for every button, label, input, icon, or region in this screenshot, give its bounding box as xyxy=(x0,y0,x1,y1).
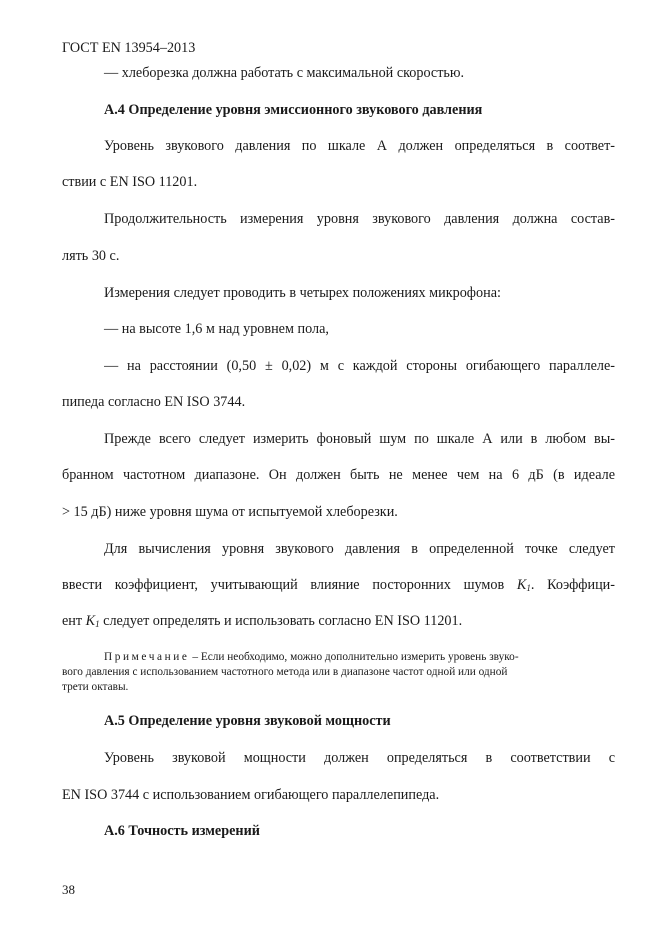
text-run: . Коэффици- xyxy=(530,577,615,593)
paragraph-line xyxy=(62,612,462,630)
list-item-dash: — хлеборезка должна работать с максимальной скоростью. xyxy=(104,65,465,81)
paragraph-line: ствии с EN ISO 11201. xyxy=(62,174,198,190)
paragraph-line: Прежде всего следует измерить фоновый шум по шкале А или в любом вы- xyxy=(104,431,615,447)
k-subscript: 1 xyxy=(95,619,100,629)
paragraph-line: EN ISO 3744 с использованием огибающего параллелепипеда. xyxy=(62,787,440,803)
paragraph-line: Измерения следует проводить в четырех положениях микрофона: xyxy=(104,285,501,301)
text-run: – Если необходимо, можно дополнительно измерить уровень звуко- xyxy=(189,651,519,663)
paragraph-line: Уровень звукового давления по шкале А должен определяться в соответ- xyxy=(104,138,615,154)
paragraph-line: Уровень звуковой мощности должен определяться в соответствии с xyxy=(104,750,615,766)
paragraph-line: > 15 дБ) ниже уровня шума от испытуемой хлеборезки. xyxy=(62,504,398,520)
k1-symbol xyxy=(86,613,100,629)
text-run: следует определять и использовать согласно EN ISO 11201. xyxy=(99,613,463,629)
note-line xyxy=(104,650,519,665)
note-line: вого давления с использованием частотного метода или в диапазоне частот одной или одной xyxy=(62,666,508,678)
paragraph-line: Продолжительность измерения уровня звукового давления должна состав- xyxy=(104,211,615,227)
document-code-header: ГОСТ EN 13954–2013 xyxy=(62,40,196,56)
text-run: ввести коэффициент, учитывающий влияние посторонних шумов xyxy=(62,577,517,593)
section-heading-a6: А.6 Точность измерений xyxy=(104,823,260,839)
k-letter: K xyxy=(85,613,96,629)
k-subscript: 1 xyxy=(526,583,531,593)
page-number: 38 xyxy=(62,882,75,897)
note-label: Примечание xyxy=(104,651,190,663)
paragraph-line: лять 30 с. xyxy=(62,248,120,264)
text-run: ент xyxy=(62,613,86,629)
paragraph-line xyxy=(62,576,615,594)
k-letter: K xyxy=(516,577,527,593)
paragraph-line: Для вычисления уровня звукового давления в определенной точке следует xyxy=(104,541,615,557)
section-heading-a4: А.4 Определение уровня эмиссионного звукового давления xyxy=(104,102,483,118)
paragraph-line: пипеда согласно EN ISO 3744. xyxy=(62,394,246,410)
section-heading-a5: А.5 Определение уровня звуковой мощности xyxy=(104,713,391,729)
list-item-dash: — на расстоянии (0,50 ± 0,02) м с каждой стороны огибающего параллеле- xyxy=(104,358,615,374)
paragraph-line: бранном частотном диапазоне. Он должен быть не менее чем на 6 дБ (в идеале xyxy=(62,467,615,483)
list-item-dash: — на высоте 1,6 м над уровнем пола, xyxy=(104,321,329,337)
k1-symbol xyxy=(517,577,531,593)
note-line: трети октавы. xyxy=(62,681,129,693)
